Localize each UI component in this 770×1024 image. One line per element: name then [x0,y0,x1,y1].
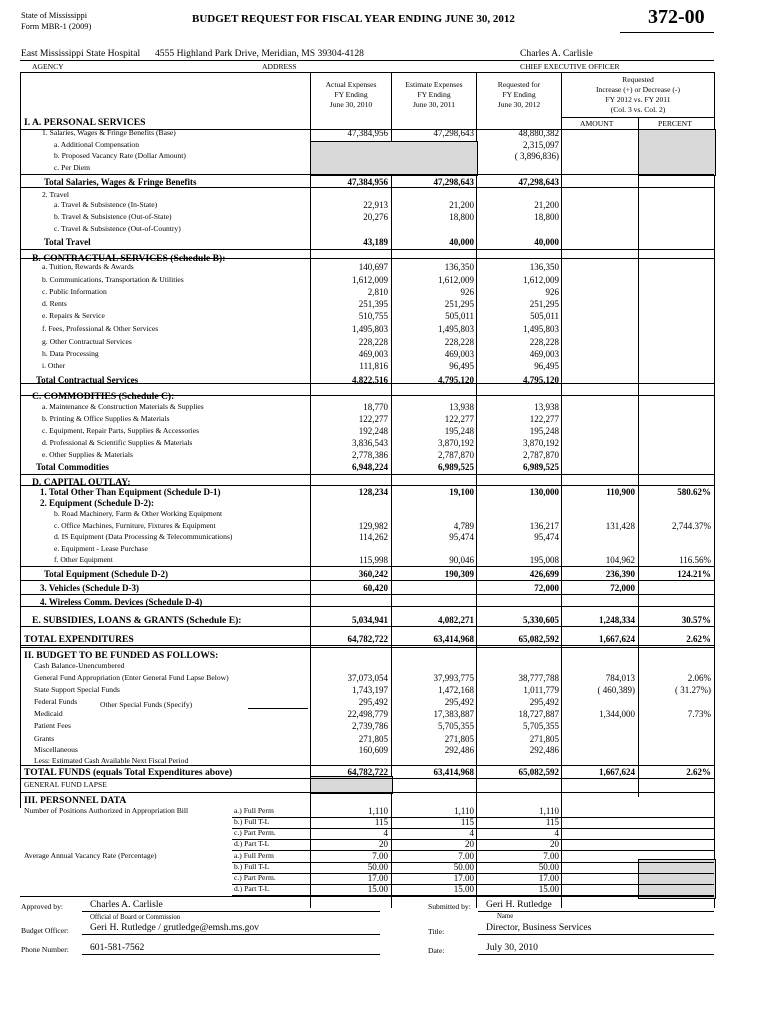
personnel-cell-r: 4 [554,828,559,838]
funding-cell-r: 18,727,887 [518,709,559,719]
row-label: c. Travel & Subsistence (Out-of-Country) [54,224,181,233]
personnel-cell-r: 17.00 [538,873,559,883]
cell-r: 136,217 [529,521,559,531]
cell-a: 228,228 [358,337,388,347]
cell-e: 96,495 [449,361,474,371]
cell-r: ( 3,896,836) [514,151,559,161]
cell-r: 13,938 [534,402,559,412]
funding-cell-r: 38,777,788 [518,673,559,683]
budget-code: 372-00 [648,6,705,28]
cell-a: 111,816 [359,361,388,371]
cell-pct: 580.62% [677,487,711,497]
row-label: Total Commodities [36,462,109,472]
cell-amt: 1,667,624 [599,634,635,644]
cell-pct: 124.21% [677,569,711,579]
cell-amt: 110,900 [606,487,635,497]
cell-a: 18,770 [363,402,388,412]
cell-a: 6,948,224 [352,462,388,472]
funding-cell-pct: 2.06% [687,673,711,683]
cell-r: 228,228 [529,337,559,347]
cell-r: 18,800 [534,212,559,222]
percent-header: PERCENT [658,119,692,128]
approved-label: Approved by: [21,902,63,911]
total-funds-label: TOTAL FUNDS (equals Total Expenditures above) [24,767,233,778]
cell-e: 926 [460,287,474,297]
row-label: h. Data Processing [42,349,99,358]
funding-cell-e: 5,705,355 [438,721,474,731]
cell-a: 251,395 [358,299,388,309]
cell-e: 251,295 [444,299,474,309]
cell-e: 40,000 [449,237,474,247]
amount-header: AMOUNT [580,119,614,128]
cell-a: 192,248 [358,426,388,436]
cell-e: 122,277 [444,414,474,424]
total-funds-amt: 1,667,624 [599,767,635,777]
personnel-cell-a: 1,110 [368,806,388,816]
cell-e: 1,495,803 [438,324,474,334]
state-name: State of Mississippi [21,11,88,20]
funding-row-label: Medicaid [34,709,63,718]
personnel-cell-a: 15.00 [367,884,388,894]
agency-address: 4555 Highland Park Drive, Meridian, MS 39304-4128 [155,48,364,59]
funding-row-label: Patient Fees [34,721,71,730]
personnel-category: d.) Part T-L [234,839,270,848]
total-funds-e: 63,414,968 [433,767,474,777]
row-label: Total Equipment (Schedule D-2) [44,569,168,579]
personnel-cell-a: 115 [374,817,388,827]
cell-amt: 236,390 [605,569,635,579]
row-label: e. Other Supplies & Materials [42,450,133,459]
cell-r: 48,880,382 [518,128,559,138]
row-label: c. Per Diem [54,163,91,172]
cell-a: 2,778,386 [352,450,388,460]
cell-e: 18,800 [449,212,474,222]
page-title: BUDGET REQUEST FOR FISCAL YEAR ENDING JUNE 30, 2012 [192,13,515,25]
col-actual-header: Actual Expenses FY Ending June 30, 2010 [325,80,377,109]
funding-cell-r: 5,705,355 [523,721,559,731]
personnel-cell-e: 17.00 [453,873,474,883]
agency-label: AGENCY [32,62,64,71]
row-label: i. Other [42,361,66,370]
cell-a: 3,836,543 [352,438,388,448]
vacancy-label: Average Annual Vacancy Rate (Percentage) [24,851,157,860]
cell-r: 3,870,192 [523,438,559,448]
personnel-cell-a: 50.00 [367,862,388,872]
row-label: b. Travel & Subsistence (Out-of-State) [54,212,172,221]
phone-value: 601-581-7562 [90,942,145,953]
personnel-category: d.) Part T-L [234,884,270,893]
cell-r: 426,699 [529,569,559,579]
cell-r: 2,787,870 [523,450,559,460]
cell-r: 40,000 [534,237,559,247]
other-special-funds-label: Other Special Funds (Specify) [100,700,193,709]
general-fund-lapse-label: GENERAL FUND LAPSE [24,780,107,789]
row-label: b. Road Machinery, Farm & Other Working Equipment [54,509,223,518]
row-label: f. Other Equipment [54,555,113,564]
approved-name: Charles A. Carlisle [90,899,163,910]
cell-a: 5,034,941 [352,615,388,625]
cell-e: 1,612,009 [438,275,474,285]
cell-a: 140,697 [358,262,388,272]
submitted-name: Geri H. Rutledge [486,899,552,910]
name-sub: Name [497,913,514,920]
funding-row-label: Cash Balance-Unencumbered [34,661,125,670]
row-label: C. COMMODITIES (Schedule C): [32,391,175,402]
cell-a: 64,782,722 [347,634,388,644]
funding-cell-amt: 784,013 [605,673,635,683]
row-label: e. Repairs & Service [42,311,105,320]
cell-e: 190,309 [444,569,474,579]
personnel-cell-r: 50.00 [538,862,559,872]
cell-amt: 1,248,334 [599,615,635,625]
submitted-label: Submitted by: [428,902,471,911]
personnel-cell-e: 20 [465,839,474,849]
row-label: e. Equipment - Lease Purchase [54,544,148,553]
cell-r: 195,248 [529,426,559,436]
row-label: D. CAPITAL OUTLAY: [32,477,131,488]
cell-a: 20,276 [363,212,388,222]
cell-a: 122,277 [358,414,388,424]
funding-cell-a: 22,498,779 [347,709,388,719]
cell-e: 13,938 [449,402,474,412]
cell-r: 136,350 [529,262,559,272]
personnel-cell-e: 7.00 [458,851,474,861]
budget-officer-label: Budget Officer: [21,926,69,935]
row-label: a. Travel & Subsistence (In-State) [54,200,158,209]
cell-r: 195,008 [529,555,559,565]
cell-amt: 131,428 [605,521,635,531]
funding-heading: II. BUDGET TO BE FUNDED AS FOLLOWS: [24,650,219,661]
cell-a: 129,982 [358,521,388,531]
cell-a: 1,612,009 [352,275,388,285]
personnel-heading: III. PERSONNEL DATA [24,795,127,806]
row-label: E. SUBSIDIES, LOANS & GRANTS (Schedule E): [32,615,242,626]
row-label: 1. Salaries, Wages & Fringe Benefits (Base) [42,128,176,137]
cell-r: 122,277 [529,414,559,424]
funding-row-label: Federal Funds [34,697,78,706]
cell-r: 1,612,009 [523,275,559,285]
cell-r: 21,200 [534,200,559,210]
row-label: f. Fees, Professional & Other Services [42,324,159,333]
funding-cell-e: 292,486 [444,745,474,755]
personnel-cell-a: 20 [379,839,388,849]
row-label: b. Communications, Transportation & Utilities [42,275,184,284]
funding-row-label: State Support Special Funds [34,685,120,694]
row-label: I. A. PERSONAL SERVICES [24,117,146,128]
cell-e: 90,046 [449,555,474,565]
cell-e: 505,011 [445,311,474,321]
cell-r: 130,000 [529,487,559,497]
funding-cell-r: 271,805 [529,734,559,744]
col-increase-header: Requested Increase (+) or Decrease (-) FY 2012 vs. FY 2011 (Col. 3 vs. Col. 2) [596,75,680,114]
personnel-cell-e: 15.00 [453,884,474,894]
approved-sub: Official of Board or Commission [90,914,181,921]
funding-cell-r: 295,492 [529,697,559,707]
cell-a: 4,822,516 [352,375,388,385]
personnel-cell-e: 4 [469,828,474,838]
personnel-category: b.) Full T-L [234,817,270,826]
row-label: d. Professional & Scientific Supplies & Materials [42,438,193,447]
cell-r: 95,474 [534,532,559,542]
cell-e: 19,100 [449,487,474,497]
cell-e: 47,298,643 [433,177,474,187]
cell-a: 1,495,803 [352,324,388,334]
positions-label: Number of Positions Authorized in Appropriation Bill [24,806,189,815]
row-label: 2. Equipment (Schedule D-2): [40,498,155,508]
budget-officer-value: Geri H. Rutledge / grutledge@emsh.ms.gov [90,922,259,933]
form-number: Form MBR-1 (2009) [21,22,92,31]
funding-cell-a: 160,609 [358,745,388,755]
personnel-cell-r: 7.00 [543,851,559,861]
row-label: c. Office Machines, Furniture, Fixtures & Equipment [54,521,216,530]
cell-a: 43,189 [363,237,388,247]
row-label: 3. Vehicles (Schedule D-3) [40,583,139,593]
col-estimate-header: Estimate Expenses FY Ending June 30, 2011 [405,80,463,109]
date-label: Date: [428,946,445,955]
cell-e: 195,248 [444,426,474,436]
cell-e: 21,200 [449,200,474,210]
funding-cell-a: 295,492 [358,697,388,707]
cell-e: 4,082,271 [438,615,474,625]
cell-e: 469,003 [444,349,474,359]
funding-cell-r: 292,486 [529,745,559,755]
personnel-cell-a: 4 [383,828,388,838]
cell-a: 47,384,956 [347,128,388,138]
cell-r: 469,003 [529,349,559,359]
row-label: TOTAL EXPENDITURES [24,634,134,645]
cell-r: 65,082,592 [518,634,559,644]
personnel-cell-r: 20 [550,839,559,849]
cell-pct: 2.62% [686,634,711,644]
row-label: a. Additional Compensation [54,140,139,149]
funding-row-label: Grants [34,734,55,743]
row-label: a. Tuition, Rewards & Awards [42,262,134,271]
row-label: b. Proposed Vacancy Rate (Dollar Amount) [54,151,186,160]
cell-r: 96,495 [534,361,559,371]
funding-cell-r: 1,011,779 [523,685,559,695]
funding-cell-amt: ( 460,389) [597,685,635,695]
personnel-cell-r: 15.00 [538,884,559,894]
cell-r: 2,315,097 [523,140,559,150]
funding-row-label: Less: Estimated Cash Available Next Fiscal Period [34,756,189,765]
title-value: Director, Business Services [486,922,592,933]
personnel-category: c.) Part Perm. [234,873,276,882]
cell-r: 926 [545,287,559,297]
personnel-cell-r: 1,110 [539,806,559,816]
cell-e: 136,350 [444,262,474,272]
cell-r: 1,495,803 [523,324,559,334]
total-funds-pct: 2.62% [686,767,711,777]
funding-cell-a: 271,805 [358,734,388,744]
personnel-category: c.) Part Perm. [234,828,276,837]
funding-cell-pct: 7.73% [687,709,711,719]
personnel-category: a.) Full Perm [234,851,274,860]
funding-cell-e: 271,805 [444,734,474,744]
row-label: b. Printing & Office Supplies & Materials [42,414,170,423]
row-label: Total Contractual Services [36,375,139,385]
cell-e: 228,228 [444,337,474,347]
cell-e: 4,789 [453,521,474,531]
funding-cell-e: 1,472,168 [438,685,474,695]
funding-cell-e: 295,492 [444,697,474,707]
row-label: g. Other Contractual Services [42,337,132,346]
cell-a: 114,262 [359,532,388,542]
cell-a: 510,755 [358,311,388,321]
row-label: 2. Travel [42,190,70,199]
row-label: 1. Total Other Than Equipment (Schedule D-1) [40,487,221,497]
total-funds-r: 65,082,592 [518,767,559,777]
funding-cell-a: 1,743,197 [352,685,388,695]
funding-cell-amt: 1,344,000 [599,709,635,719]
cell-a: 47,384,956 [347,177,388,187]
cell-a: 128,234 [358,487,388,497]
funding-cell-pct: ( 31.27%) [675,685,711,695]
phone-label: Phone Number: [21,945,69,954]
cell-pct: 116.56% [679,555,711,565]
cell-a: 2,810 [367,287,388,297]
row-label: c. Equipment, Repair Parts, Supplies & Accessories [42,426,200,435]
personnel-category: b.) Full T-L [234,862,270,871]
row-label: B. CONTRACTUAL SERVICES (Schedule B): [32,253,226,264]
cell-e: 3,870,192 [438,438,474,448]
cell-pct: 2,744.37% [672,521,711,531]
cell-r: 5,330,605 [523,615,559,625]
ceo-label: CHIEF EXECUTIVE OFFICER [520,62,620,71]
cell-r: 4,795,120 [523,375,559,385]
personnel-category: a.) Full Perm [234,806,274,815]
row-label: Total Travel [44,237,91,247]
cell-pct: 30.57% [681,615,711,625]
funding-cell-a: 37,073,054 [347,673,388,683]
cell-a: 469,003 [358,349,388,359]
cell-r: 505,011 [530,311,559,321]
funding-cell-e: 37,993,775 [433,673,474,683]
cell-a: 360,242 [358,569,388,579]
cell-r: 47,298,643 [518,177,559,187]
row-label: 4. Wireless Comm. Devices (Schedule D-4) [40,597,203,607]
row-label: c. Public Information [42,287,107,296]
funding-cell-e: 17,383,887 [433,709,474,719]
ceo-name: Charles A. Carlisle [520,48,593,59]
cell-e: 2,787,870 [438,450,474,460]
funding-cell-a: 2,739,786 [352,721,388,731]
personnel-cell-e: 115 [460,817,474,827]
cell-a: 22,913 [363,200,388,210]
cell-e: 95,474 [449,532,474,542]
row-label: d. IS Equipment (Data Processing & Telecommunications) [54,532,233,541]
funding-row-label: General Fund Appropriation (Enter General Fund Lapse Below) [34,673,229,682]
cell-r: 251,295 [529,299,559,309]
cell-r: 72,000 [534,583,559,593]
address-label: ADDRESS [262,62,297,71]
row-label: a. Maintenance & Construction Materials & Supplies [42,402,204,411]
row-label: Total Salaries, Wages & Fringe Benefits [44,177,197,187]
row-label: d. Rents [42,299,67,308]
total-funds-a: 64,782,722 [347,767,388,777]
personnel-cell-a: 7.00 [372,851,388,861]
cell-a: 115,998 [359,555,388,565]
personnel-cell-e: 50.00 [453,862,474,872]
personnel-cell-a: 17.00 [367,873,388,883]
cell-e: 63,414,968 [433,634,474,644]
cell-e: 47,298,643 [433,128,474,138]
date-value: July 30, 2010 [486,942,538,953]
cell-a: 60,420 [363,583,388,593]
funding-row-label: Miscellaneous [34,745,78,754]
cell-r: 6,989,525 [523,462,559,472]
cell-e: 4,795,120 [438,375,474,385]
cell-amt: 104,962 [605,555,635,565]
personnel-cell-e: 1,110 [454,806,474,816]
cell-e: 6,989,525 [438,462,474,472]
cell-amt: 72,000 [610,583,635,593]
col-requested-header: Requested for FY Ending June 30, 2012 [497,80,541,109]
title-label: Title: [428,927,445,936]
agency-name: East Mississippi State Hospital [21,48,141,59]
personnel-cell-r: 115 [545,817,559,827]
